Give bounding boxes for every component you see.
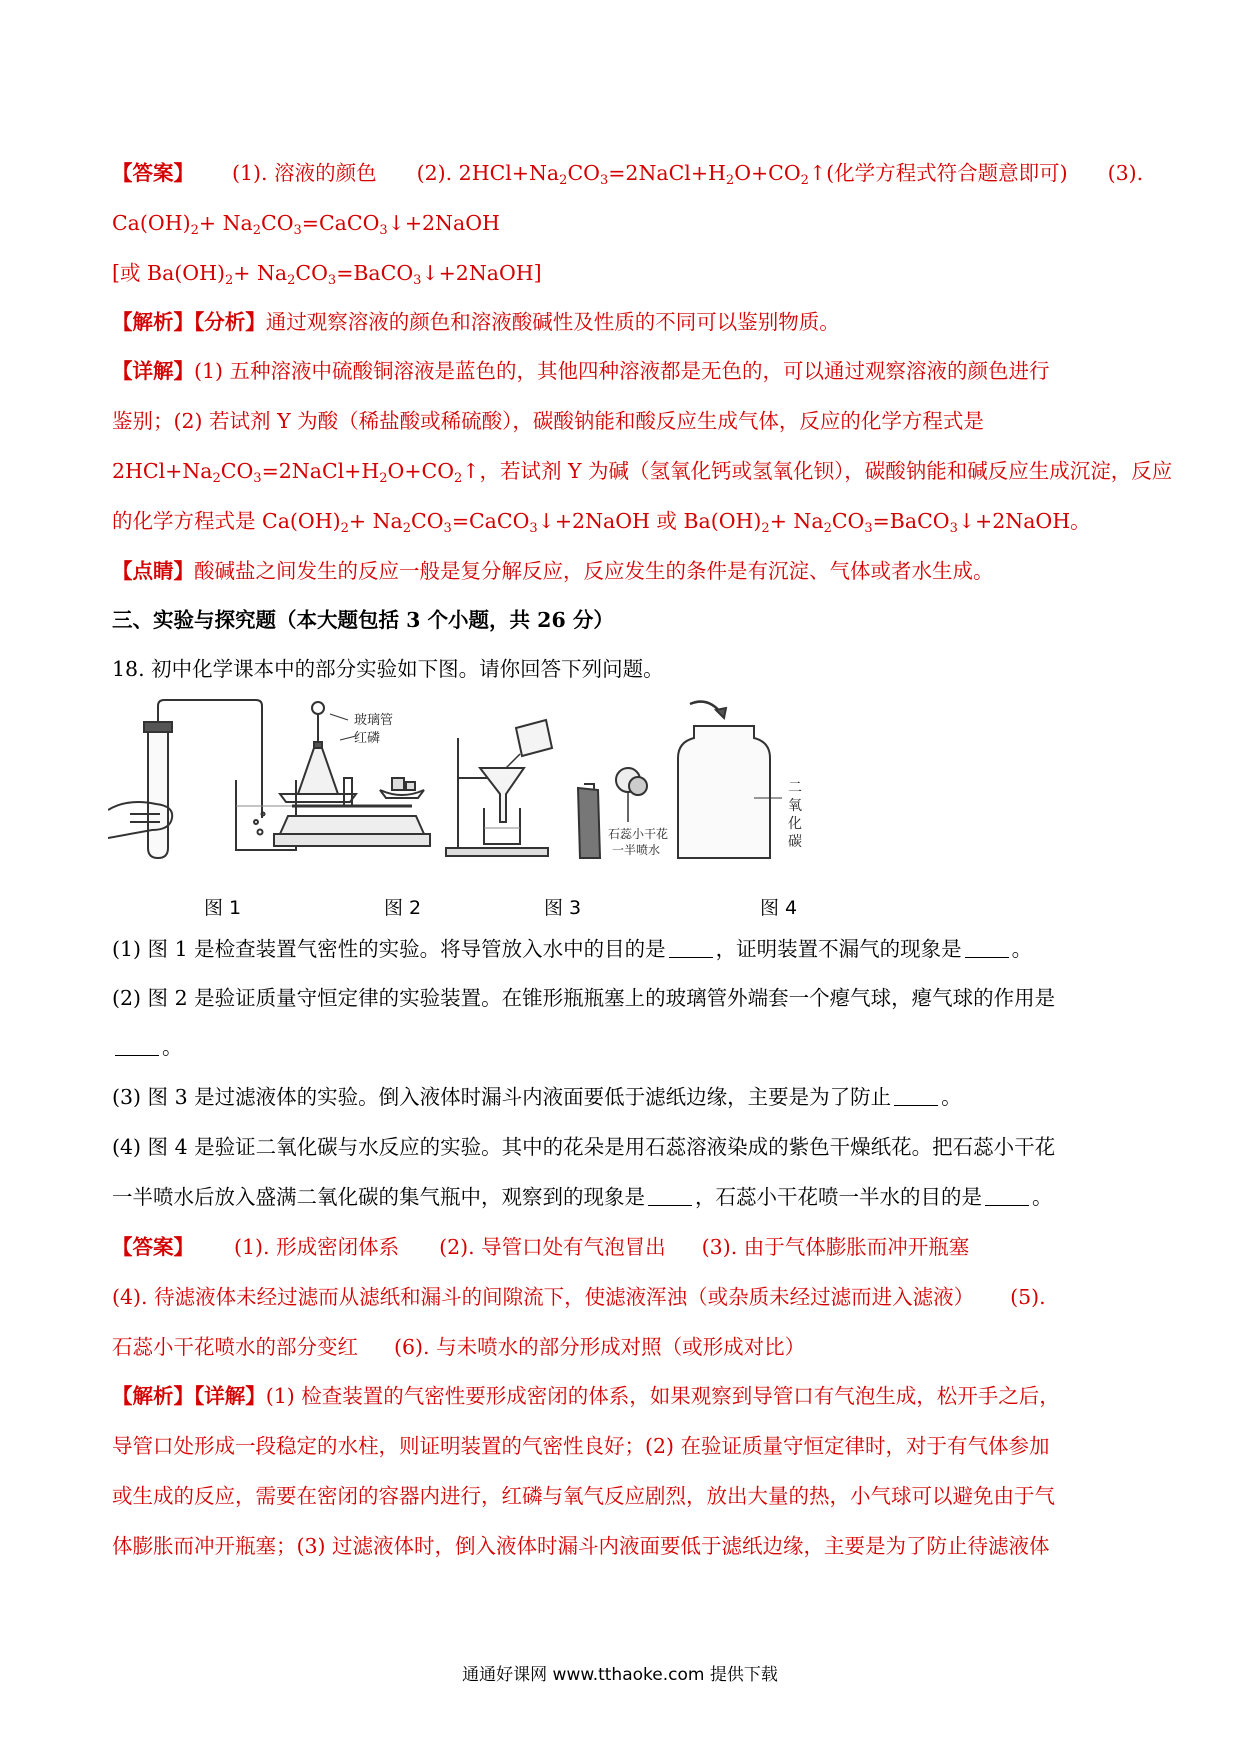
subscript: 2 xyxy=(287,273,296,288)
subscript: 2 xyxy=(823,521,832,536)
formula-part: ↓+2NaOH 或 Ba(OH) xyxy=(537,509,762,533)
answer-tag: 【答案】 xyxy=(112,1235,194,1259)
subscript: 3 xyxy=(253,471,262,486)
answer-1: (1). 溶液的颜色 xyxy=(232,161,377,185)
section-heading: 三、实验与探究题（本大题包括 3 个小题，共 26 分） xyxy=(112,608,614,632)
q18-question-4 xyxy=(112,1132,1055,1162)
formula-part: [或 Ba(OH) xyxy=(112,261,225,285)
q18-question-2 xyxy=(112,983,1055,1013)
experiment-figure xyxy=(108,698,888,878)
formula-part: ↓+2NaOH xyxy=(387,211,500,235)
subscript: 3 xyxy=(529,521,538,536)
formula-part: + Na xyxy=(198,211,253,235)
q18-question-3 xyxy=(112,1082,962,1112)
formula-part: O+CO xyxy=(387,459,455,483)
subscript: 2 xyxy=(224,273,234,288)
answer-tag: 【答案】 xyxy=(112,161,194,185)
q18-question-4-cont xyxy=(112,1182,1053,1212)
formula-part: ↓+2NaOH] xyxy=(421,261,542,285)
formula-part: CO xyxy=(295,261,328,285)
answer-6: (6). 与未喷水的部分形成对照（或形成对比） xyxy=(394,1335,806,1359)
formula-part: CO xyxy=(261,211,294,235)
detail-text: ↑，若试剂 Y 为碱（氢氧化钙或氢氧化钡），碳酸钠能和碱反应生成沉淀，反应 xyxy=(462,459,1173,483)
formula-part: + Na xyxy=(348,509,403,533)
label-glass-tube: 玻璃管 xyxy=(354,713,394,728)
subscript: 3 xyxy=(379,223,388,238)
subscript: 2 xyxy=(340,521,349,536)
answer-4: (4). 待滤液体未经过滤而从滤纸和漏斗的间隙流下，使滤液浑浊（或杂质未经过滤而进入滤液） xyxy=(112,1285,975,1309)
subscript: 3 xyxy=(949,521,958,536)
detail-text: 鉴别；(2) 若试剂 Y 为酸（稀盐酸或稀硫酸），碳酸钠能和酸反应生成气体，反应的化学方程式是 xyxy=(112,409,984,433)
subscript: 2 xyxy=(379,471,388,486)
subscript: 2 xyxy=(252,223,262,238)
formula-part: =CaCO xyxy=(451,509,530,533)
detail-text: (1) 五种溶液中硫酸铜溶液是蓝色的，其他四种溶液都是无色的，可以通过观察溶液的颜色进行 xyxy=(194,359,1050,383)
label-co2-char-3: 化 xyxy=(788,816,802,832)
figure-1-airtightness-apparatus xyxy=(108,700,296,858)
q18-answer-line-2 xyxy=(112,1282,1046,1312)
question-text: 一半喷水后放入盛满二氧化碳的集气瓶中，观察到的现象是 xyxy=(112,1185,645,1209)
answer-blank[interactable] xyxy=(985,1187,1029,1206)
subscript: 3 xyxy=(599,173,609,188)
formula-part: =BaCO xyxy=(872,509,950,533)
caption-figure-1: 图 1 xyxy=(204,897,242,919)
formula-part: =CaCO xyxy=(301,211,380,235)
answer-blank[interactable] xyxy=(965,939,1009,958)
subscript: 3 xyxy=(864,521,873,536)
formula-part: O+CO xyxy=(734,161,801,185)
answer-1: (1). 形成密闭体系 xyxy=(234,1235,400,1259)
q18-explanation-line-2: 导管口处形成一段稳定的水柱，则证明装置的气密性良好；(2) 在验证质量守恒定律时，对于有气体参加 xyxy=(112,1434,1050,1458)
label-red-phosphorus: 红磷 xyxy=(354,731,381,746)
explanation-tag: 【解析】【详解】 xyxy=(112,1384,266,1408)
label-co2-char-1: 二 xyxy=(788,780,802,796)
answer-5: 石蕊小干花喷水的部分变红 xyxy=(112,1335,358,1359)
label-co2-char-4: 碳 xyxy=(788,834,802,850)
q18-answer-line-1 xyxy=(112,1232,969,1262)
q17-detail-line-4 xyxy=(112,506,1091,544)
figure-4-co2-bottle-apparatus xyxy=(578,702,802,858)
subscript: 3 xyxy=(327,273,337,288)
q18-explanation-line-1 xyxy=(112,1381,1060,1411)
formula-part: 的化学方程式是 Ca(OH) xyxy=(112,509,341,533)
subscript: 2 xyxy=(402,521,412,536)
question-text: 。 xyxy=(1011,937,1033,961)
q17-equation-2 xyxy=(112,258,542,296)
subscript: 2 xyxy=(190,223,199,238)
q18-question-2-cont xyxy=(112,1032,183,1062)
tip-tag: 【点睛】 xyxy=(112,559,194,583)
subscript: 3 xyxy=(443,521,452,536)
answer-2: (2). 2HCl+Na xyxy=(416,161,560,185)
question-text: (3) 图 3 是过滤液体的实验。倒入液体时漏斗内液面要低于滤纸边缘，主要是为了防止 xyxy=(112,1085,892,1109)
formula-part: =2NaCl+H xyxy=(608,161,726,185)
formula-part: ↓+2NaOH。 xyxy=(957,509,1091,533)
q17-detail-line-1 xyxy=(112,356,1050,386)
subscript: 2 xyxy=(800,173,809,188)
subscript: 2 xyxy=(454,471,463,486)
formula-part: =2NaCl+H xyxy=(261,459,380,483)
answer-blank[interactable] xyxy=(648,1187,692,1206)
formula-part: CO xyxy=(411,509,444,533)
q17-analysis xyxy=(112,307,840,337)
explanation-text: (1) 检查装置的气密性要形成密闭的体系，如果观察到导管口有气泡生成，松开手之后， xyxy=(265,1384,1060,1408)
figure-2-balance-apparatus xyxy=(274,702,430,846)
subscript: 2 xyxy=(725,173,735,188)
question-text: 。 xyxy=(1032,1185,1053,1209)
analysis-text: 通过观察溶液的颜色和溶液酸碱性及性质的不同可以鉴别物质。 xyxy=(265,310,840,334)
question-text: 。 xyxy=(941,1085,962,1109)
question-text: (1) 图 1 是检查装置气密性的实验。将导管放入水中的目的是 xyxy=(112,937,666,961)
q17-detail-line-2 xyxy=(112,406,984,436)
q18-explanation-line-4: 体膨胀而冲开瓶塞；(3) 过滤液体时，倒入液体时漏斗内液面要低于滤纸边缘，主要是为了防止待滤液体 xyxy=(112,1534,1050,1558)
formula-part: CO xyxy=(831,509,865,533)
subscript: 3 xyxy=(293,223,302,238)
caption-figure-3: 图 3 xyxy=(544,897,582,919)
answer-blank[interactable] xyxy=(894,1087,938,1106)
answer-3: (3). 由于气体膨胀而冲开瓶塞 xyxy=(701,1235,970,1259)
formula-part: + Na xyxy=(233,261,288,285)
label-litmus-flower: 石蕊小干花 xyxy=(608,827,669,841)
formula-part: 2HCl+Na xyxy=(112,459,213,483)
figure-3-filtration-apparatus xyxy=(446,720,552,856)
question-text: (4) 图 4 是验证二氧化碳与水反应的实验。其中的花朵是用石蕊溶液染成的紫色干燥纸花。把石蕊小干花 xyxy=(112,1135,1056,1159)
q18-stem: 18. 初中化学课本中的部分实验如下图。请你回答下列问题。 xyxy=(112,657,664,681)
q17-tip xyxy=(112,556,994,586)
question-text: ，石蕊小干花喷一半水的目的是 xyxy=(695,1185,982,1209)
formula-part: CO xyxy=(220,459,254,483)
question-text: (2) 图 2 是验证质量守恒定律的实验装置。在锥形瓶瓶塞上的玻璃管外端套一个瘪气球，瘪气球的作用是 xyxy=(112,986,1056,1010)
label-half-sprayed: 一半喷水 xyxy=(612,843,661,857)
answer-3-label: (3). xyxy=(1107,161,1144,185)
formula-part: Ca(OH) xyxy=(112,211,191,235)
q17-answer-line-1 xyxy=(112,158,1143,196)
subscript: 2 xyxy=(212,471,221,486)
answer-5-label: (5). xyxy=(1010,1285,1046,1309)
formula-part: + Na xyxy=(769,509,824,533)
formula-part: CO xyxy=(567,161,600,185)
formula-part: ↑(化学方程式符合题意即可) xyxy=(808,161,1068,185)
q18-answer-line-3 xyxy=(112,1332,805,1362)
tip-text: 酸碱盐之间发生的反应一般是复分解反应，反应发生的条件是有沉淀、气体或者水生成。 xyxy=(194,559,994,583)
formula-part: =BaCO xyxy=(336,261,414,285)
q18-explanation-line-3: 或生成的反应，需要在密闭的容器内进行，红磷与氧气反应剧烈，放出大量的热，小气球可以避免由于气 xyxy=(112,1484,1055,1508)
page-footer: 通通好课网 www.tthaoke.com 提供下载 xyxy=(462,1665,778,1685)
answer-blank[interactable] xyxy=(669,939,713,958)
label-co2-char-2: 氧 xyxy=(788,798,802,814)
q18-question-1 xyxy=(112,934,1032,964)
caption-figure-2: 图 2 xyxy=(384,897,422,919)
answer-2: (2). 导管口处有气泡冒出 xyxy=(439,1235,666,1259)
caption-figure-4: 图 4 xyxy=(760,897,798,919)
subscript: 2 xyxy=(761,521,770,536)
answer-blank[interactable] xyxy=(115,1037,159,1056)
detail-tag: 【详解】 xyxy=(112,359,194,383)
q17-detail-line-3 xyxy=(112,456,1172,494)
question-text: 。 xyxy=(162,1035,183,1059)
question-text: ，证明装置不漏气的现象是 xyxy=(715,937,962,961)
analysis-tag: 【解析】【分析】 xyxy=(112,310,266,334)
subscript: 3 xyxy=(413,273,422,288)
subscript: 2 xyxy=(559,173,568,188)
q17-equation-1 xyxy=(112,208,500,246)
